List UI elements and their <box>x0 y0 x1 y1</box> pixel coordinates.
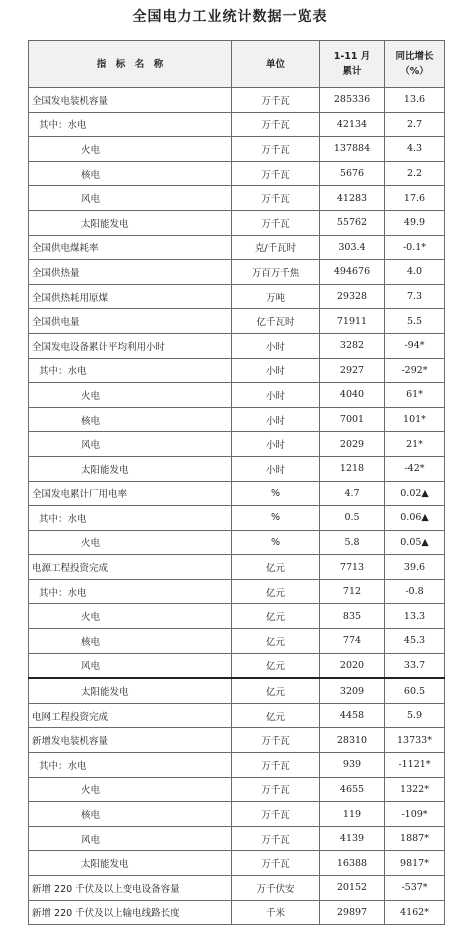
yoy-growth-cell: -42* <box>385 456 445 481</box>
table-row <box>29 777 445 802</box>
cumulative-value-cell: 42134 <box>320 112 385 137</box>
table-row <box>29 604 445 629</box>
indicator-cell: 全国发电累计厂用电率 <box>29 481 232 506</box>
indicator-cell: 新增 220 千伏及以上输电线路长度 <box>29 900 232 925</box>
cumulative-value-cell: 5676 <box>320 161 385 186</box>
table-row <box>29 678 445 703</box>
table-row <box>29 210 445 235</box>
table-header-row <box>29 41 445 88</box>
cumulative-value-cell: 285336 <box>320 88 385 113</box>
unit-cell: 亿元 <box>232 703 320 728</box>
indicator-cell: 其中：水电 <box>29 579 232 604</box>
indicator-cell: 全国供热量 <box>29 260 232 285</box>
table-row <box>29 432 445 457</box>
unit-cell: % <box>232 481 320 506</box>
yoy-growth-cell: 4162* <box>385 900 445 925</box>
cumulative-value-cell: 1218 <box>320 456 385 481</box>
yoy-growth-cell: 7.3 <box>385 284 445 309</box>
unit-cell: % <box>232 530 320 555</box>
indicator-cell: 风电 <box>29 186 232 211</box>
table-row <box>29 235 445 260</box>
header-cumulative-line2: 累计 <box>342 66 362 77</box>
cumulative-value-cell: 2029 <box>320 432 385 457</box>
yoy-growth-cell: -292* <box>385 358 445 383</box>
yoy-growth-cell: 13.6 <box>385 88 445 113</box>
unit-cell: 万千伏安 <box>232 876 320 901</box>
statistics-table <box>28 40 445 925</box>
yoy-growth-cell: 1887* <box>385 826 445 851</box>
indicator-cell: 核电 <box>29 629 232 654</box>
yoy-growth-cell: -94* <box>385 333 445 358</box>
indicator-cell: 新增 220 千伏及以上变电设备容量 <box>29 876 232 901</box>
cumulative-value-cell: 4458 <box>320 703 385 728</box>
indicator-cell: 太阳能发电 <box>29 851 232 876</box>
unit-cell: 万千瓦 <box>232 753 320 778</box>
yoy-growth-cell: -537* <box>385 876 445 901</box>
yoy-growth-cell: 17.6 <box>385 186 445 211</box>
yoy-growth-cell: 101* <box>385 407 445 432</box>
indicator-cell: 太阳能发电 <box>29 210 232 235</box>
yoy-growth-cell: 13733* <box>385 728 445 753</box>
unit-cell: 亿元 <box>232 678 320 703</box>
page-title: 全国电力工业统计数据一览表 <box>132 9 328 25</box>
indicator-cell: 火电 <box>29 604 232 629</box>
indicator-cell: 核电 <box>29 407 232 432</box>
cumulative-value-cell: 4655 <box>320 777 385 802</box>
yoy-growth-cell: 21* <box>385 432 445 457</box>
table-row <box>29 358 445 383</box>
cumulative-value-cell: 4139 <box>320 826 385 851</box>
indicator-cell: 核电 <box>29 161 232 186</box>
unit-cell: 亿元 <box>232 629 320 654</box>
indicator-cell: 全国供电煤耗率 <box>29 235 232 260</box>
table-row <box>29 456 445 481</box>
unit-cell: 万千瓦 <box>232 88 320 113</box>
yoy-growth-cell: 13.3 <box>385 604 445 629</box>
unit-cell: 千米 <box>232 900 320 925</box>
cumulative-value-cell: 29328 <box>320 284 385 309</box>
header-yoy <box>385 41 445 88</box>
cumulative-value-cell: 494676 <box>320 260 385 285</box>
table-row <box>29 826 445 851</box>
indicator-cell: 风电 <box>29 653 232 678</box>
table-row <box>29 383 445 408</box>
cumulative-value-cell: 29897 <box>320 900 385 925</box>
unit-cell: 万千瓦 <box>232 802 320 827</box>
unit-cell: 万吨 <box>232 284 320 309</box>
table-row <box>29 728 445 753</box>
header-unit: 单位 <box>232 41 320 88</box>
header-yoy-line2: （%） <box>400 66 429 77</box>
header-cumulative <box>320 41 385 88</box>
indicator-cell: 其中：水电 <box>29 358 232 383</box>
yoy-growth-cell: -1121* <box>385 753 445 778</box>
table-row <box>29 186 445 211</box>
header-cumulative-line1: 1-11 月 <box>333 51 371 62</box>
cumulative-value-cell: 4040 <box>320 383 385 408</box>
cumulative-value-cell: 2020 <box>320 653 385 678</box>
yoy-growth-cell: 33.7 <box>385 653 445 678</box>
yoy-growth-cell: 0.02▲ <box>385 481 445 506</box>
indicator-cell: 火电 <box>29 137 232 162</box>
table-row <box>29 555 445 580</box>
unit-cell: 小时 <box>232 456 320 481</box>
yoy-growth-cell: -0.8 <box>385 579 445 604</box>
unit-cell: 万百万千焦 <box>232 260 320 285</box>
table-row <box>29 284 445 309</box>
unit-cell: 万千瓦 <box>232 161 320 186</box>
yoy-growth-cell: 5.5 <box>385 309 445 334</box>
indicator-cell: 其中：水电 <box>29 112 232 137</box>
unit-cell: 小时 <box>232 358 320 383</box>
indicator-cell: 新增发电装机容量 <box>29 728 232 753</box>
table-row <box>29 802 445 827</box>
cumulative-value-cell: 41283 <box>320 186 385 211</box>
unit-cell: 万千瓦 <box>232 210 320 235</box>
cumulative-value-cell: 3282 <box>320 333 385 358</box>
unit-cell: % <box>232 506 320 531</box>
table-row <box>29 753 445 778</box>
indicator-cell: 火电 <box>29 530 232 555</box>
indicator-cell: 其中：水电 <box>29 753 232 778</box>
unit-cell: 亿元 <box>232 579 320 604</box>
indicator-cell: 太阳能发电 <box>29 678 232 703</box>
unit-cell: 万千瓦 <box>232 826 320 851</box>
table-row <box>29 851 445 876</box>
table-row <box>29 653 445 678</box>
cumulative-value-cell: 4.7 <box>320 481 385 506</box>
cumulative-value-cell: 71911 <box>320 309 385 334</box>
cumulative-value-cell: 712 <box>320 579 385 604</box>
cumulative-value-cell: 939 <box>320 753 385 778</box>
table-row <box>29 506 445 531</box>
table-row <box>29 703 445 728</box>
yoy-growth-cell: 2.2 <box>385 161 445 186</box>
yoy-growth-cell: -109* <box>385 802 445 827</box>
yoy-growth-cell: 5.9 <box>385 703 445 728</box>
unit-cell: 万千瓦 <box>232 728 320 753</box>
table-row <box>29 876 445 901</box>
unit-cell: 万千瓦 <box>232 851 320 876</box>
cumulative-value-cell: 7001 <box>320 407 385 432</box>
yoy-growth-cell: 1322* <box>385 777 445 802</box>
yoy-growth-cell: 61* <box>385 383 445 408</box>
indicator-cell: 全国发电装机容量 <box>29 88 232 113</box>
indicator-cell: 火电 <box>29 383 232 408</box>
indicator-cell: 电网工程投资完成 <box>29 703 232 728</box>
table-row <box>29 260 445 285</box>
table-row <box>29 88 445 113</box>
cumulative-value-cell: 5.8 <box>320 530 385 555</box>
unit-cell: 万千瓦 <box>232 186 320 211</box>
cumulative-value-cell: 303.4 <box>320 235 385 260</box>
yoy-growth-cell: 4.0 <box>385 260 445 285</box>
cumulative-value-cell: 16388 <box>320 851 385 876</box>
table-row <box>29 161 445 186</box>
yoy-growth-cell: 0.05▲ <box>385 530 445 555</box>
yoy-growth-cell: 0.06▲ <box>385 506 445 531</box>
unit-cell: 亿元 <box>232 653 320 678</box>
table-row <box>29 481 445 506</box>
unit-cell: 小时 <box>232 383 320 408</box>
table-row <box>29 407 445 432</box>
cumulative-value-cell: 119 <box>320 802 385 827</box>
cumulative-value-cell: 20152 <box>320 876 385 901</box>
cumulative-value-cell: 2927 <box>320 358 385 383</box>
indicator-cell: 核电 <box>29 802 232 827</box>
cumulative-value-cell: 774 <box>320 629 385 654</box>
indicator-cell: 电源工程投资完成 <box>29 555 232 580</box>
table-row <box>29 900 445 925</box>
yoy-growth-cell: 9817* <box>385 851 445 876</box>
yoy-growth-cell: 49.9 <box>385 210 445 235</box>
yoy-growth-cell: 39.6 <box>385 555 445 580</box>
indicator-cell: 火电 <box>29 777 232 802</box>
unit-cell: 小时 <box>232 333 320 358</box>
cumulative-value-cell: 7713 <box>320 555 385 580</box>
indicator-cell: 其中：水电 <box>29 506 232 531</box>
unit-cell: 万千瓦 <box>232 777 320 802</box>
yoy-growth-cell: 2.7 <box>385 112 445 137</box>
unit-cell: 万千瓦 <box>232 112 320 137</box>
indicator-cell: 风电 <box>29 432 232 457</box>
cumulative-value-cell: 3209 <box>320 678 385 703</box>
table-row <box>29 579 445 604</box>
yoy-growth-cell: 45.3 <box>385 629 445 654</box>
table-row <box>29 309 445 334</box>
indicator-cell: 全国供热耗用原煤 <box>29 284 232 309</box>
cumulative-value-cell: 55762 <box>320 210 385 235</box>
header-indicator: 指 标 名 称 <box>29 41 232 88</box>
unit-cell: 亿元 <box>232 555 320 580</box>
table-row <box>29 333 445 358</box>
unit-cell: 亿千瓦时 <box>232 309 320 334</box>
indicator-cell: 全国发电设备累计平均利用小时 <box>29 333 232 358</box>
cumulative-value-cell: 28310 <box>320 728 385 753</box>
cumulative-value-cell: 0.5 <box>320 506 385 531</box>
indicator-cell: 风电 <box>29 826 232 851</box>
table-row <box>29 530 445 555</box>
indicator-cell: 太阳能发电 <box>29 456 232 481</box>
unit-cell: 小时 <box>232 407 320 432</box>
unit-cell: 小时 <box>232 432 320 457</box>
cumulative-value-cell: 835 <box>320 604 385 629</box>
unit-cell: 万千瓦 <box>232 137 320 162</box>
table-row <box>29 629 445 654</box>
yoy-growth-cell: -0.1* <box>385 235 445 260</box>
header-yoy-line1: 同比增长 <box>395 51 434 62</box>
yoy-growth-cell: 60.5 <box>385 678 445 703</box>
yoy-growth-cell: 4.3 <box>385 137 445 162</box>
indicator-cell: 全国供电量 <box>29 309 232 334</box>
unit-cell: 亿元 <box>232 604 320 629</box>
table-row <box>29 112 445 137</box>
table-row <box>29 137 445 162</box>
cumulative-value-cell: 137884 <box>320 137 385 162</box>
unit-cell: 克/千瓦时 <box>232 235 320 260</box>
